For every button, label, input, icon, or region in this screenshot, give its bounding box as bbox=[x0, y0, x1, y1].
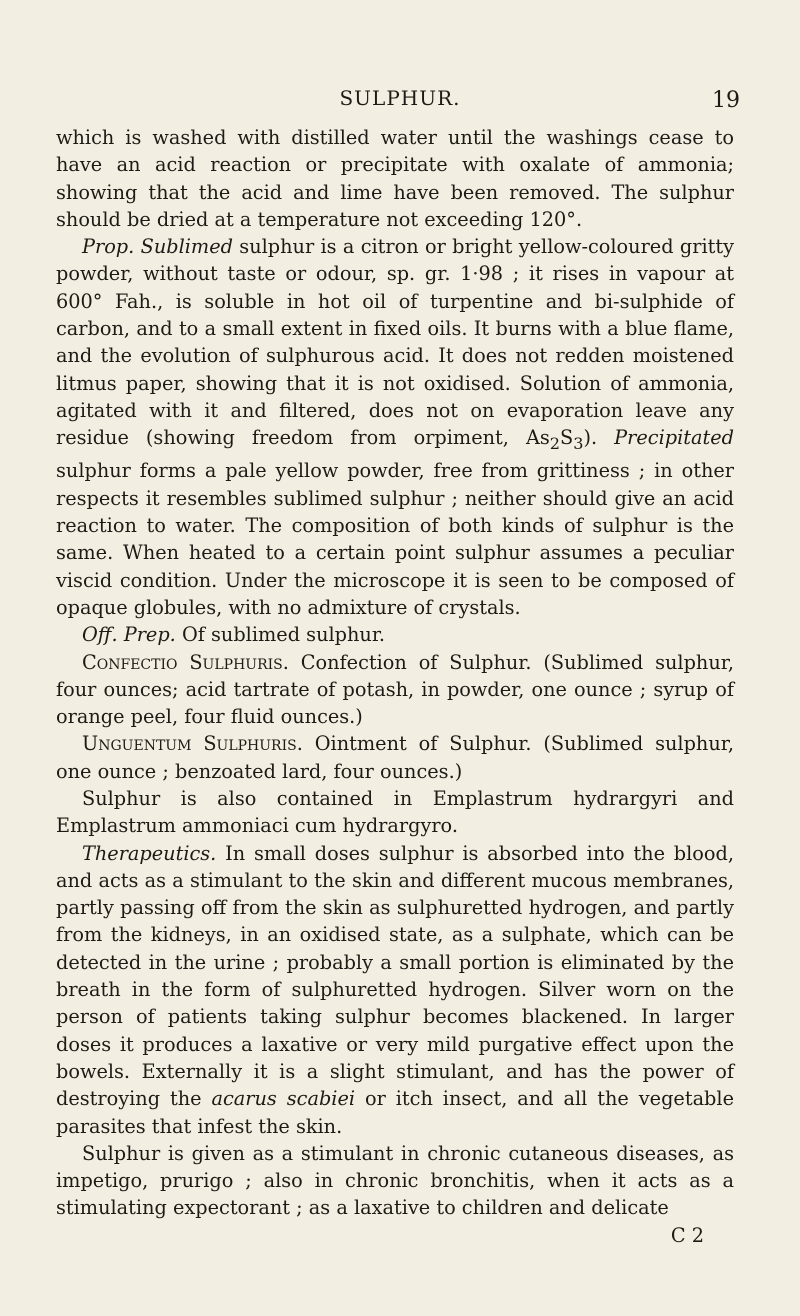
formula-element: S bbox=[560, 426, 574, 450]
preparation-text: Confection of Sulphur. (Sublimed sulphur, four ounces; acid tartrate of potash, in powder, one ounce ; syrup of orange peel, four fluid ounces.) bbox=[56, 650, 734, 729]
body-text bbox=[56, 124, 734, 1249]
paragraph-unguentum bbox=[56, 730, 734, 785]
therapeutics-text: In small doses sulphur is absorbed into the blood, and acts as a stimulant to the skin and different mucous membranes, partly passing off from the skin as sulphuretted hydrogen, and partly from the kidneys, in an oxidised state, as a sulphate, which can be detected in the urine ; probably a small portion is eliminated by the breath in the form of sulphuretted hydrogen. Silver worn on the person of patients taking sulphur becomes blackened. In larger doses it produces a laxative or very mild purgative effect upon the bowels. Externally it is a slight stimulant, and has the power of destroying the bbox=[56, 841, 734, 1111]
properties-text: ). bbox=[583, 426, 615, 450]
preparation-name: Unguentum Sulphuris. bbox=[82, 732, 303, 756]
paragraph-emplastrum: Sulphur is also contained in Emplastrum hydrargyri and Emplastrum ammoniaci cum hydrargyro. bbox=[56, 786, 734, 838]
paragraph-therapeutics bbox=[56, 840, 734, 1140]
formula-subscript: 2 bbox=[549, 434, 561, 454]
paragraph-uses: Sulphur is given as a stimulant in chronic cutaneous diseases, as impetigo, prurigo ; also in chronic bronchitis, when it acts as a stimulating expectorant ; as a laxative to children and delicate bbox=[56, 1141, 734, 1220]
term-sublimed: Sublimed bbox=[140, 235, 233, 259]
formula-subscript: 3 bbox=[573, 434, 584, 454]
properties-text: sulphur forms a pale yellow powder, free from grittiness ; in other respects it resembles sublimed sulphur ; neither should give an acid reaction to water. The composition of both kinds of sulphur is the same. When heated to a certain point sulphur assumes a peculiar viscid condition. Under the microscope it is seen to be composed of opaque globules, with no admixture of crystals. bbox=[56, 459, 734, 619]
preparation-text: Ointment of Sulphur. (Sublimed sulphur, one ounce ; benzoated lard, four ounces.) bbox=[56, 732, 734, 783]
preparation-name: Confectio Sulphuris. bbox=[82, 650, 289, 674]
running-title: SULPHUR. bbox=[339, 86, 461, 110]
page-number: 19 bbox=[712, 88, 740, 113]
section-label-off-prep: Off. Prep. bbox=[82, 623, 176, 647]
signature-mark: C 2 bbox=[670, 1223, 704, 1247]
paragraph-properties bbox=[56, 233, 734, 621]
paragraph-confectio bbox=[56, 649, 734, 731]
paragraph-continuation: which is washed with distilled water until the washings cease to have an acid reaction or precipitate with oxalate of ammonia; showing that the acid and lime have been removed. The sulphur should be dried at a temperature not exceeding 120°. bbox=[56, 126, 734, 231]
section-label-therapeutics: Therapeutics. bbox=[82, 841, 217, 865]
page-header bbox=[0, 86, 800, 116]
section-label-prop: Prop. bbox=[82, 235, 135, 259]
term-precipitated: Precipitated bbox=[614, 426, 734, 450]
term-acarus-scabiei: acarus scabiei bbox=[211, 1087, 356, 1111]
properties-text: sulphur is a citron or bright yellow-coloured gritty powder, without taste or odour, sp. gr. 1·98 ; it rises in vapour at 600° Fah., is soluble in hot oil of turpentine and bi-sulphide of carbon, and to a small extent in fixed oils. It burns with a blue flame, and the evolution of sulphurous acid. It does not redden moistened litmus paper, showing that it is not oxidised. Solution of ammonia, agitated with it and filtered, does not on evaporation leave any residue (showing freedom from orpiment, As bbox=[56, 235, 734, 450]
off-prep-text: Of sublimed sulphur. bbox=[175, 623, 386, 647]
paragraph-off-prep bbox=[56, 621, 734, 648]
therapeutics-text: or itch insect, and all the vegetable parasites that infest the skin. bbox=[56, 1087, 734, 1138]
